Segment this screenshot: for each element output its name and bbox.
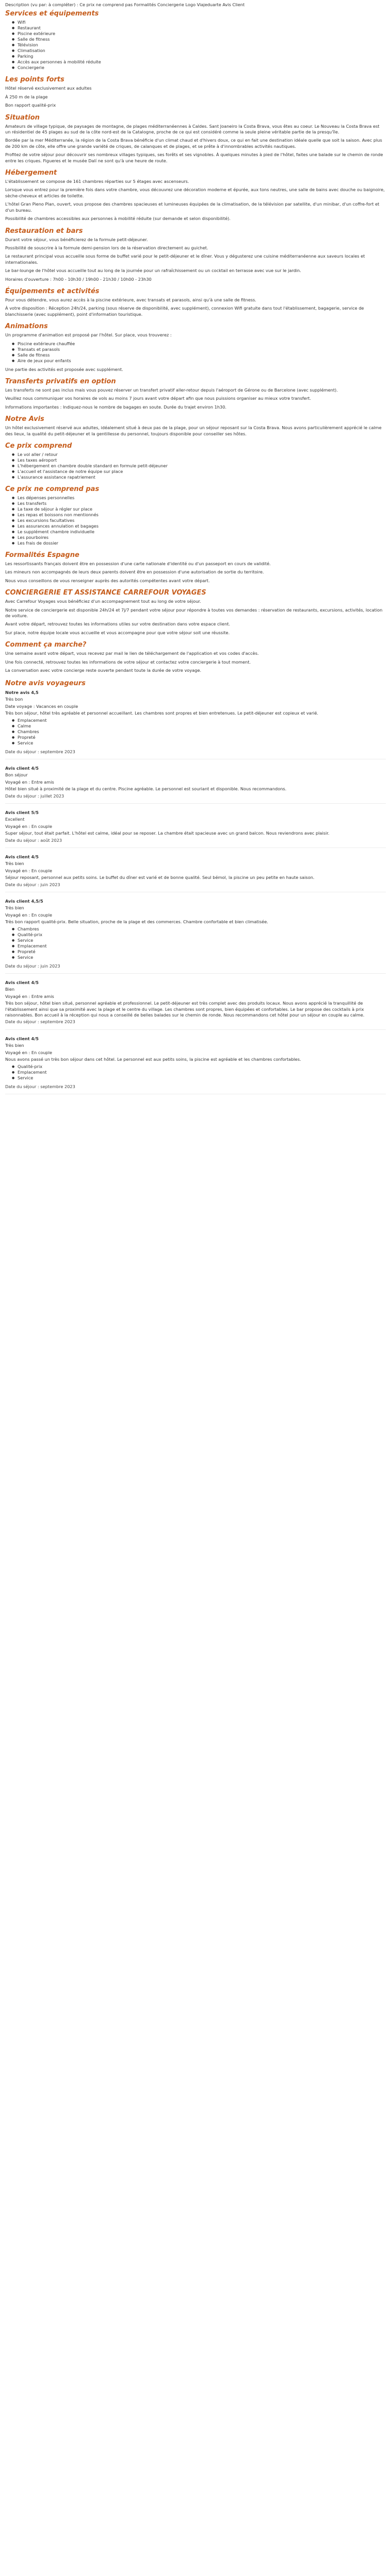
review-summary: Bon séjour bbox=[5, 772, 28, 778]
paragraph: L'hôtel Gran Pieno Plan, ouvert, vous propose des chambres spacieuses et lumineuses équipées de la climatisation, de la télévision par satellite, d'un minibar, d'un coffre-fort et d'un bureau. bbox=[5, 201, 380, 213]
list-item: ● Emplacement bbox=[18, 1070, 386, 1075]
comprend-list bbox=[5, 452, 386, 480]
review-date: Date du séjour : juin 2023 bbox=[5, 882, 60, 887]
review-text: Séjour reposant, personnel aux petits soins. Le buffet du dîner est varié et de bonne qualité. Seul bémol, la piscine un peu petite en haute saison. bbox=[5, 875, 315, 880]
review-author: Vacances en couple bbox=[36, 703, 78, 709]
review-author-label: Voyagé en : bbox=[5, 779, 30, 785]
list-item: ● Propreté bbox=[18, 949, 386, 955]
review-header bbox=[5, 1036, 386, 1042]
plus-line: Hôtel réservé exclusivement aux adultes bbox=[5, 86, 92, 91]
review-rating: 5/5 bbox=[31, 809, 39, 815]
review-text: Super séjour, tout était parfait. L'hôtel est calme, idéal pour se reposer. La chambre était spacieuse avec un grand balcon. Nous reviendrons avec plaisir. bbox=[5, 831, 330, 836]
paragraph: L'établissement se compose de 161 chambres réparties sur 5 étages avec ascenseurs. bbox=[5, 179, 189, 184]
paragraph: Les transferts ne sont pas inclus mais vous pouvez réserver un transfert privatif aller-retour depuis l'aéroport de Gérone ou de Barcelone (avec supplément). bbox=[5, 387, 338, 393]
paragraph: Sur place, notre équipe locale vous accueille et vous accompagne pour que votre séjour soit une réussite. bbox=[5, 630, 230, 635]
review-header bbox=[5, 980, 386, 986]
paragraph: Pour vous détendre, vous aurez accès à la piscine extérieure, avec transats et parasols, ainsi qu'à une salle de fitness. bbox=[5, 297, 256, 302]
list-item: ● Climatisation bbox=[18, 48, 386, 54]
review-author: En couple bbox=[31, 868, 53, 873]
comprend-title: Ce prix comprend bbox=[5, 442, 72, 450]
review-author: Entre amis bbox=[31, 993, 54, 999]
review-rating-label: Avis client bbox=[5, 765, 30, 771]
list-item: ● Calme bbox=[18, 723, 386, 729]
paragraph: Bordée par la mer Méditerranée, la région de la Costa Brava bénéficie d'un climat chaud et d'hivers doux, ce qui en fait une destination idéale quelle que soit la saison. Avec plus de 200 km de côte, elle offre une grande variété de criques, de calanques et de plages, et se prête à d'innombrables activités nautiques. bbox=[5, 138, 382, 149]
list-item: ● Aire de jeux pour enfants bbox=[18, 358, 386, 364]
review-divider bbox=[5, 1029, 386, 1030]
review-author-label: Voyagé en : bbox=[5, 912, 30, 918]
paragraph: Un hôtel exclusivement réservé aux adultes, idéalement situé à deux pas de la plage, pour un séjour reposant sur la Costa Brava. Nous avons particulièrement apprécié le calme des lieux, la qualité du petit-déjeuner et la gentillesse du personnel, toujours disponible pour conseiller ses hôtes. bbox=[5, 425, 382, 436]
review-date: Date du séjour : septembre 2023 bbox=[5, 749, 75, 754]
review-author-line bbox=[5, 994, 386, 999]
review-author-label: Voyagé en : bbox=[5, 868, 30, 873]
ne-comprend-list bbox=[5, 495, 386, 546]
notre-avis-title: Notre Avis bbox=[5, 415, 44, 423]
review-item bbox=[5, 980, 386, 1030]
list-item: ● Piscine extérieure chauffée bbox=[18, 341, 386, 347]
plus-line: Bon rapport qualité-prix bbox=[5, 103, 56, 108]
review-author: En couple bbox=[31, 1049, 53, 1055]
review-text: Hôtel bien situé à proximité de la plage et du centre. Piscine agréable. Le personnel est souriant et disponible. Nous recommandons. bbox=[5, 786, 287, 792]
review-author-line bbox=[5, 779, 386, 785]
review-rating: 4/5 bbox=[31, 765, 39, 771]
list-item: ● Service bbox=[18, 938, 386, 943]
plus-title: Les points forts bbox=[5, 76, 64, 84]
paragraph: Amateurs de village typique, de paysages de montagne, de plages méditerranéennes à Caldes. Sant Joaneiro la Costa Brava, vous êtes au coeur. Le Nouveau la Costa Brava est un résidentiel de 45 plages au sud de la côte nord-est de la Catalogne, proche de ce qui est considéré comme la seule pleine véritable partie de la presqu'île. bbox=[5, 123, 380, 135]
review-author-line bbox=[5, 868, 386, 874]
list-item: ● Service bbox=[18, 955, 386, 960]
review-text: Très bon rapport qualité-prix. Belle situation, proche de la plage et des commerces. Chambre confortable et bien climatisée. bbox=[5, 919, 268, 925]
review-rating-label: Avis client bbox=[5, 809, 30, 815]
review-summary: Excellent bbox=[5, 817, 25, 822]
review-date: Date du séjour : août 2023 bbox=[5, 837, 62, 843]
list-item: ● L'accueil et l'assistance de notre équipe sur place bbox=[18, 469, 386, 474]
paragraph: Une semaine avant votre départ, vous recevez par mail le lien de téléchargement de l'application et vos codes d'accès. bbox=[5, 651, 259, 656]
paragraph: Notre service de conciergerie est disponible 24h/24 et 7j/7 pendant votre séjour pour répondre à toutes vos demandes : réservation de restaurants, excursions, activités, location de voiture. bbox=[5, 607, 383, 619]
hours-label: Horaires d'ouverture : bbox=[5, 276, 52, 282]
list-item: ● Piscine extérieure bbox=[18, 31, 386, 37]
list-item: ● Wifi bbox=[18, 20, 386, 25]
review-author: En couple bbox=[31, 823, 53, 829]
list-item: ● L'hébergement en chambre double standard en formule petit-déjeuner bbox=[18, 463, 386, 469]
breadcrumb: Description (vu par: à compléter) : Ce prix ne comprend pas Formalités Conciergerie Logo Viajeduarte Avis Client bbox=[5, 2, 245, 7]
paragraph: Un programme d'animation est proposé par l'hôtel. Sur place, vous trouverez : bbox=[5, 332, 172, 338]
review-rating-label: Avis client bbox=[5, 980, 30, 986]
list-item: ● Le supplément chambre individuelle bbox=[18, 529, 386, 535]
review-summary: Très bien bbox=[5, 861, 24, 867]
review-item bbox=[5, 810, 386, 848]
review-divider bbox=[5, 973, 386, 974]
review-rating-label: Avis client bbox=[5, 899, 30, 904]
review-item bbox=[5, 899, 386, 974]
review-criteria-list bbox=[5, 926, 386, 960]
comment-title: Comment ça marche? bbox=[5, 641, 87, 649]
list-item: ● Les repas et boissons non mentionnés bbox=[18, 512, 386, 518]
review-header bbox=[5, 810, 386, 816]
review-author-label: Date voyage : bbox=[5, 703, 35, 709]
paragraph: Veuillez nous communiquer vos horaires de vols au moins 7 jours avant votre départ afin que nous puissions organiser au mieux votre transfert. bbox=[5, 396, 312, 401]
list-item: ● Salle de fitness bbox=[18, 352, 386, 358]
review-date: Date du séjour : septembre 2023 bbox=[5, 1019, 75, 1025]
list-item: ● Les transferts bbox=[18, 501, 386, 506]
paragraph: Profitez de votre séjour pour découvrir ses nombreux villages typiques, ses forêts et ses vignobles. À quelques minutes à pied de l'hôtel, faites une balade sur le chemin de ronde entre les criques. Figueres et le musée Dalí ne sont qu'à une heure de route. bbox=[5, 152, 383, 163]
review-header bbox=[5, 766, 386, 771]
review-criteria-list bbox=[5, 1064, 386, 1081]
list-item: ● Les assurances annulation et bagages bbox=[18, 523, 386, 529]
review-header bbox=[5, 854, 386, 860]
transferts-title: Transferts privatifs en option bbox=[5, 377, 116, 385]
review-author-line bbox=[5, 704, 386, 709]
list-item: ● Parking bbox=[18, 54, 386, 59]
review-divider bbox=[5, 803, 386, 804]
review-date: Date du séjour : septembre 2023 bbox=[5, 1083, 75, 1089]
review-summary: Bien bbox=[5, 987, 15, 992]
reviews-list bbox=[5, 690, 386, 1094]
list-item: ● Les excursions facultatives bbox=[18, 518, 386, 523]
review-author-line bbox=[5, 824, 386, 829]
ne-comprend-title: Ce prix ne comprend pas bbox=[5, 485, 100, 493]
review-author: Entre amis bbox=[31, 779, 54, 785]
list-item: ● Les pourboires bbox=[18, 535, 386, 540]
review-author: En couple bbox=[31, 912, 53, 918]
conciergerie-title: CONCIERGERIE ET ASSISTANCE CARREFOUR VOYAGES bbox=[5, 589, 206, 597]
list-item: ● Les frais de dossier bbox=[18, 540, 386, 546]
review-item bbox=[5, 1036, 386, 1094]
paragraph: Lorsque vous entrez pour la première fois dans votre chambre, vous découvrez une décoration moderne et épurée, aux tons neutres, une salle de bains avec douche ou baignoire, sèche-cheveux et articles de toilette. bbox=[5, 187, 385, 198]
review-text: Très bon séjour, hôtel bien situé, personnel agréable et professionnel. Le petit-déjeuner est très complet avec des produits locaux. Nous avons apprécié la tranquillité de l'établissement ainsi que sa proximité avec la plage et le centre du village. Les chambres sont propres, bien équipées et confortables. Le bar propose des cocktails à prix raisonnables. Bon accueil à la réception qui nous a conseillé de belles balades sur le chemin de ronde. Nous recommandons cet hôtel pour un séjour en couple au calme. bbox=[5, 1001, 365, 1018]
list-item: ● Service bbox=[18, 740, 386, 746]
review-author-line bbox=[5, 1050, 386, 1056]
review-author-label: Voyagé en : bbox=[5, 993, 30, 999]
list-item: ● Les taxes aéroport bbox=[18, 457, 386, 463]
list-item: ● Les dépenses personnelles bbox=[18, 495, 386, 501]
review-rating-label: Avis client bbox=[5, 854, 30, 859]
services-list bbox=[5, 20, 386, 71]
review-item bbox=[5, 766, 386, 804]
review-rating: 4/5 bbox=[31, 1036, 39, 1041]
review-rating: 4,5 bbox=[31, 689, 39, 695]
paragraph: Avant votre départ, retrouvez toutes les informations utiles sur votre destination dans votre espace client. bbox=[5, 621, 231, 627]
list-item: ● L'assurance assistance rapatriement bbox=[18, 474, 386, 480]
review-rating: 4/5 bbox=[31, 980, 39, 986]
paragraph: Une fois connecté, retrouvez toutes les informations de votre séjour et contactez votre conciergerie à tout moment. bbox=[5, 659, 251, 665]
review-criteria-list bbox=[5, 718, 386, 746]
list-item: ● Emplacement bbox=[18, 718, 386, 723]
review-header bbox=[5, 690, 386, 696]
list-item: ● Accès aux personnes à mobilité réduite bbox=[18, 59, 386, 65]
paragraph: Les mineurs non accompagnés de leurs deux parents doivent être en possession d'une autorisation de sortie du territoire. bbox=[5, 569, 264, 575]
review-rating: 4/5 bbox=[31, 854, 39, 859]
review-rating: 4,5/5 bbox=[31, 899, 43, 904]
paragraph: Durant votre séjour, vous bénéficierez de la formule petit-déjeuner. bbox=[5, 236, 148, 242]
paragraph: Informations importantes : Indiquez-nous le nombre de bagages en soute. Durée du trajet environ 1h30. bbox=[5, 404, 227, 410]
review-date: Date du séjour : juin 2023 bbox=[5, 963, 60, 969]
list-item: ● Transats et parasols bbox=[18, 347, 386, 352]
list-item: ● La taxe de séjour à régler sur place bbox=[18, 506, 386, 512]
review-text: Très bon séjour, hôtel très agréable et personnel accueillant. Les chambres sont propres et bien entretenues. Le petit-déjeuner est copieux et varié. bbox=[5, 710, 318, 716]
list-item: ● Service bbox=[18, 1075, 386, 1081]
paragraph: Avec Carrefour Voyages vous bénéficiez d'un accompagnement tout au long de votre séjour. bbox=[5, 599, 201, 604]
review-header bbox=[5, 899, 386, 904]
list-item: ● Emplacement bbox=[18, 943, 386, 949]
animations-list bbox=[5, 341, 386, 364]
paragraph: À votre disposition : Réception 24h/24, parking (sous réserve de disponibilité, avec supplément), connexion Wifi gratuite dans tout l'établissement, bagagerie, service de blanchisserie (avec supplément), point d'information touristique. bbox=[5, 306, 364, 317]
paragraph: Les ressortissants français doivent être en possession d'une carte nationale d'identité ou d'un passeport en cours de validité. bbox=[5, 561, 271, 566]
review-date: Date du séjour : juillet 2023 bbox=[5, 793, 64, 799]
equipements-title: Équipements et activités bbox=[5, 287, 100, 295]
review-summary: Très bien bbox=[5, 1043, 24, 1048]
services-title: Services et équipements bbox=[5, 10, 99, 18]
list-item: ● Salle de fitness bbox=[18, 37, 386, 42]
restauration-title: Restauration et bars bbox=[5, 227, 83, 235]
list-item: ● Restaurant bbox=[18, 25, 386, 31]
paragraph: Possibilité de souscrire à la formule demi-pension lors de la réservation directement au guichet. bbox=[5, 245, 208, 250]
paragraph: Le bar-lounge de l'hôtel vous accueille tout au long de la journée pour un rafraîchissement ou un cocktail en terrasse avec vue sur le jardin. bbox=[5, 268, 301, 274]
avis-section-title: Notre avis voyageurs bbox=[5, 680, 86, 688]
paragraph: Nous vous conseillons de vous renseigner auprès des autorités compétentes avant votre départ. bbox=[5, 578, 210, 583]
list-item: ● Télévision bbox=[18, 42, 386, 48]
situation-title: Situation bbox=[5, 113, 40, 122]
page bbox=[0, 0, 391, 1094]
review-item bbox=[5, 854, 386, 892]
list-item: ● Propreté bbox=[18, 735, 386, 740]
list-item: ● Conciergerie bbox=[18, 65, 386, 71]
hours-value: 7h00 - 10h30 / 19h00 - 21h30 / 10h00 - 23h30 bbox=[53, 276, 152, 282]
review-author-line bbox=[5, 912, 386, 918]
review-rating-label: Avis client bbox=[5, 1036, 30, 1041]
plus-line: À 250 m de la plage bbox=[5, 94, 48, 99]
list-item: ● Chambres bbox=[18, 729, 386, 735]
review-rating-label: Notre avis bbox=[5, 689, 30, 695]
formalites-title: Formalités Espagne bbox=[5, 551, 79, 559]
list-item: ● Qualité-prix bbox=[18, 932, 386, 938]
review-summary: Très bon bbox=[5, 697, 23, 702]
paragraph: Une partie des activités est proposée avec supplément. bbox=[5, 366, 123, 372]
paragraph: La conversation avec votre concierge reste ouverte pendant toute la durée de votre voyage. bbox=[5, 668, 202, 673]
hours-line bbox=[5, 277, 386, 282]
list-item: ● Chambres bbox=[18, 926, 386, 932]
review-author-label: Voyagé en : bbox=[5, 1049, 30, 1055]
animations-title: Animations bbox=[5, 323, 48, 331]
hebergement-title: Hébergement bbox=[5, 169, 57, 177]
paragraph: Possibilité de chambres accessibles aux personnes à mobilité réduite (sur demande et selon disponibilité). bbox=[5, 216, 231, 222]
review-text: Nous avons passé un très bon séjour dans cet hôtel. Le personnel est aux petits soins, la piscine est agréable et les chambres confortables. bbox=[5, 1057, 301, 1062]
review-author-label: Voyagé en : bbox=[5, 823, 30, 829]
review-summary: Très bien bbox=[5, 905, 24, 911]
list-item: ● Qualité-prix bbox=[18, 1064, 386, 1070]
review-item bbox=[5, 690, 386, 759]
list-item: ● Le vol aller / retour bbox=[18, 452, 386, 457]
paragraph: Le restaurant principal vous accueille sous forme de buffet varié pour le petit-déjeuner et le dîner. Vous y dégusterez une cuisine méditerranéenne aux saveurs locales et internationales. bbox=[5, 253, 365, 265]
